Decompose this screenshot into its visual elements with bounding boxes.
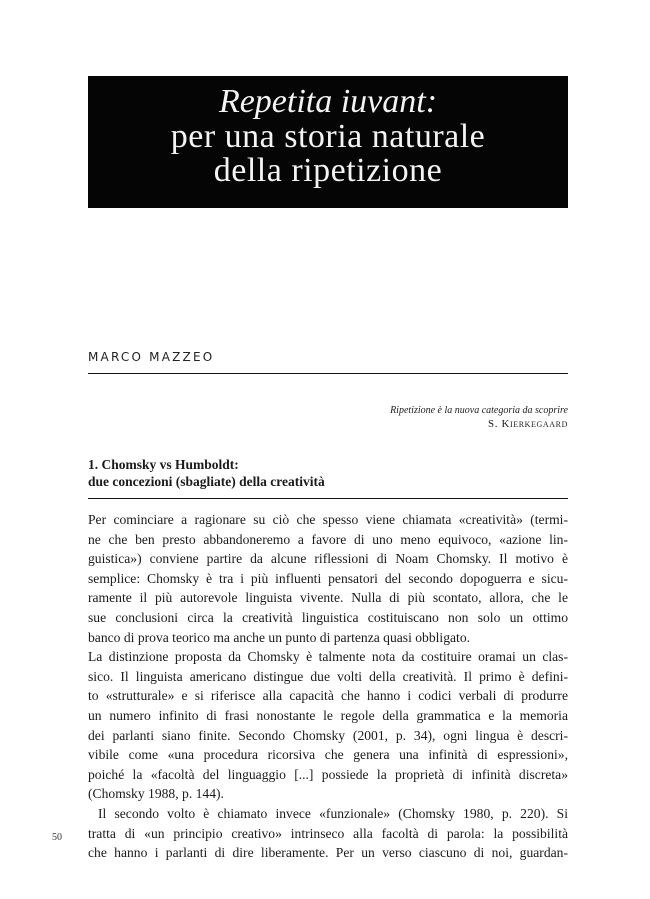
body-line: vibile come «una procedura ricorsiva che genera una infinità di espressioni», — [88, 747, 568, 763]
chapter-title-line-2: per una storia naturale — [170, 118, 486, 155]
body-line: un numero infinito di frasi nonostante le regole della grammatica e la memoria — [88, 707, 568, 723]
section-divider — [88, 498, 568, 499]
body-line: ne che ben presto abbandoneremo a favore di uno meno equivoco, «azione lin- — [88, 531, 568, 547]
chapter-title-line-1: Repetita iuvant: — [218, 83, 438, 120]
body-line: Per cominciare a ragionare su ciò che spesso viene chiamata «creatività» (termi- — [88, 512, 568, 527]
body-text — [88, 510, 568, 863]
body-line: Il secondo volto è chiamato invece «funzionale» (Chomsky 1980, p. 220). Si — [98, 805, 568, 821]
author-divider — [88, 373, 568, 374]
body-line: La distinzione proposta da Chomsky è talmente nota da costituire oramai un clas- — [88, 649, 568, 665]
section-heading — [88, 456, 325, 490]
body-line: banco di prova teorico ma anche un punto di partenza quasi obbligato. — [88, 629, 471, 645]
body-line: ramente il più autorevole linguista vivente. Nulla di più scontato, allora, che le — [88, 590, 568, 606]
epigraph — [390, 404, 568, 431]
section-heading-line-1: 1. Chomsky vs Humboldt: — [88, 457, 239, 472]
body-line: guistica») conviene partire da alcune riflessioni di Noam Chomsky. Il motivo è — [88, 551, 568, 567]
section-heading-line-2: due concezioni (sbagliate) della creatività — [88, 474, 325, 489]
body-line: sico. Il linguista americano distingue due volti della creatività. Il primo è defini- — [88, 668, 568, 684]
page-number: 50 — [52, 832, 62, 843]
chapter-title-box — [88, 76, 568, 208]
body-line: che hanno i parlanti di dire liberamente. Per un verso ciascuno di noi, guardan- — [88, 845, 568, 861]
body-line: to «strutturale» e si riferisce alla capacità che hanno i codici verbali di produrre — [88, 688, 568, 704]
body-line: tratta di «un principio creativo» intrinseco alla facoltà di parola: la possibilità — [88, 825, 568, 841]
body-line: dei parlanti siano finite. Secondo Chomsky (2001, p. 34), ogni lingua è descri- — [88, 727, 568, 743]
body-line: poiché la «facoltà del linguaggio [...] possiede la proprietà di infinità discreta» — [88, 766, 568, 782]
body-line: (Chomsky 1988, p. 144). — [88, 786, 224, 802]
chapter-title-line-3: della ripetizione — [213, 152, 443, 189]
body-line: semplice: Chomsky è tra i più influenti pensatori del secondo dopoguerra e sicu- — [88, 570, 568, 586]
epigraph-quote: Ripetizione è la nuova categoria da scoprire — [390, 405, 568, 416]
epigraph-attribution: S. Kierkegaard — [488, 418, 568, 430]
body-line: sue conclusioni circa la creatività linguistica costituiscano non solo un ottimo — [88, 609, 568, 625]
author-name: MARCO MAZZEO — [88, 350, 215, 364]
